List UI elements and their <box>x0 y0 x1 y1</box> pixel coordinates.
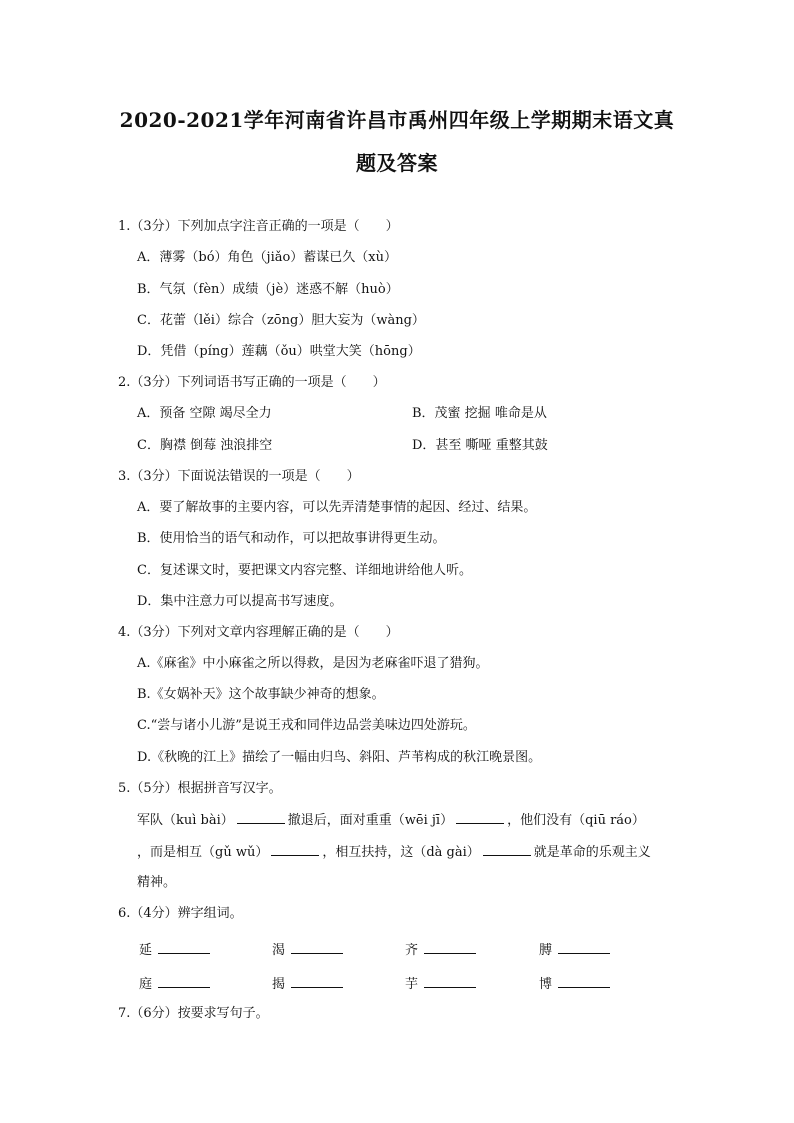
q5-blank-2[interactable] <box>456 811 504 824</box>
q5-stem: 5.（5分）根据拼音写汉字。 <box>118 781 282 796</box>
q1-option-b: B．气氛（fèn）成绩（jè）迷惑不解（huò） <box>137 282 399 297</box>
q6-item-6 <box>272 973 343 992</box>
q5-text-1: 撤退后，面对重重（wēi jī） <box>287 813 454 828</box>
q6-stem: 6.（4分）辨字组词。 <box>118 906 243 921</box>
q6-blank[interactable] <box>291 941 343 954</box>
q1-option-c: C．花蕾（lěi）综合（zōng）胆大妄为（wàng） <box>137 313 425 328</box>
q2-option-a: A．预备 空隙 竭尽全力 <box>137 406 272 421</box>
q6-item-1 <box>139 939 210 958</box>
q3-stem: 3.（3分）下面说法错误的一项是（ ） <box>118 469 360 484</box>
q6-blank[interactable] <box>291 975 343 988</box>
q5-blank-1[interactable] <box>237 811 285 824</box>
q6-char: 膊 <box>539 943 553 958</box>
q1-stem: 1.（3分）下列加点字注音正确的一项是（ ） <box>118 219 399 234</box>
q3-option-c: C．复述课文时，要把课文内容完整、详细地讲给他人听。 <box>137 563 472 578</box>
q6-blank[interactable] <box>424 941 476 954</box>
q3-option-a: A．要了解故事的主要内容，可以先弄清楚事情的起因、经过、结果。 <box>137 500 537 515</box>
q6-char: 庭 <box>139 977 153 992</box>
q6-char: 博 <box>539 977 553 992</box>
q6-item-8 <box>539 973 610 992</box>
q1-option-a: A．薄雾（bó）角色（jiǎo）蓄谋已久（xù） <box>137 250 398 265</box>
q6-item-3 <box>405 939 476 958</box>
q6-char: 芋 <box>405 977 419 992</box>
doc-title-line2: 题及答案 <box>356 151 438 175</box>
q5-blank-3[interactable] <box>271 843 319 856</box>
q6-blank[interactable] <box>158 941 210 954</box>
q6-char: 揭 <box>272 977 286 992</box>
q6-item-7 <box>405 973 476 992</box>
q2-option-d: D．甚至 嘶哑 重整其鼓 <box>412 438 548 453</box>
q5-pinyin-1: 军队（kuì bài） <box>137 813 234 828</box>
q5-text-5: 就是革命的乐观主义 <box>533 845 651 860</box>
q5-line2 <box>137 843 651 862</box>
q6-blank[interactable] <box>558 975 610 988</box>
q4-option-d: D.《秋晚的江上》描绘了一幅由归鸟、斜阳、芦苇构成的秋江晚景图。 <box>137 750 542 765</box>
q6-char: 齐 <box>405 943 419 958</box>
q6-char: 渴 <box>272 943 286 958</box>
q5-blank-4[interactable] <box>483 843 531 856</box>
q6-blank[interactable] <box>424 975 476 988</box>
q6-item-4 <box>539 939 610 958</box>
q2-stem: 2.（3分）下列词语书写正确的一项是（ ） <box>118 375 386 390</box>
q4-option-a: A.《麻雀》中小麻雀之所以得救，是因为老麻雀吓退了猎狗。 <box>137 656 489 671</box>
q6-blank[interactable] <box>158 975 210 988</box>
q5-text-2: ，他们没有（qiū ráo） <box>507 813 645 828</box>
q2-option-b: B．茂蜜 挖掘 唯命是从 <box>412 406 547 421</box>
q5-text-4: ，相互扶持，这（dà gài） <box>322 845 480 860</box>
q1-option-d: D．凭借（píng）莲藕（ǒu）哄堂大笑（hōng） <box>137 344 421 359</box>
q5-line3: 精神。 <box>137 875 177 890</box>
q4-stem: 4.（3分）下列对文章内容理解正确的是（ ） <box>118 625 399 640</box>
q5-text-3: ，而是相互（gǔ wǔ） <box>137 845 269 860</box>
q6-char: 延 <box>139 943 153 958</box>
doc-title-line1: 2020-2021学年河南省许昌市禹州四年级上学期期末语文真 <box>119 108 675 132</box>
q6-item-2 <box>272 939 343 958</box>
q6-item-5 <box>139 973 210 992</box>
q3-option-b: B．使用恰当的语气和动作，可以把故事讲得更生动。 <box>137 531 446 546</box>
q5-line1 <box>137 811 645 830</box>
q4-option-b: B.《女娲补天》这个故事缺少神奇的想象。 <box>137 687 385 702</box>
q6-blank[interactable] <box>558 941 610 954</box>
q2-option-c: C．胸襟 倒莓 浊浪排空 <box>137 438 273 453</box>
q3-option-d: D．集中注意力可以提高书写速度。 <box>137 594 343 609</box>
q7-stem: 7.（6分）按要求写句子。 <box>118 1006 269 1021</box>
q4-option-c: C.“尝与诸小儿游”是说王戎和同伴边品尝美味边四处游玩。 <box>137 718 476 733</box>
